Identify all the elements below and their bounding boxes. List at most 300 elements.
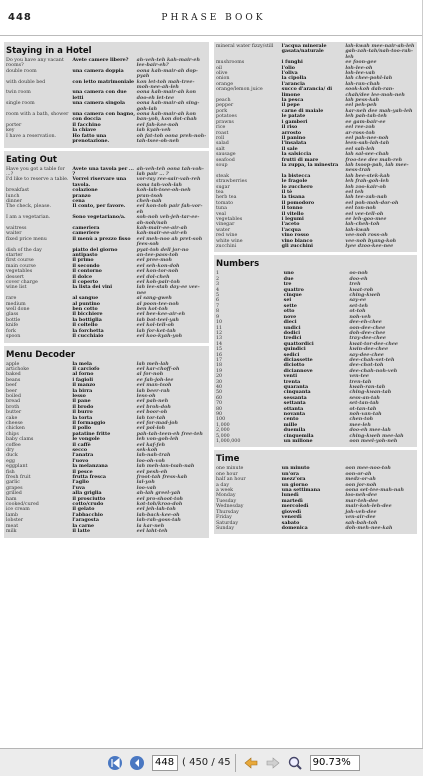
- pronunciation: ching-kweh: [349, 292, 381, 299]
- italian-phrase: Ho fatto una prenotazione.: [72, 132, 110, 145]
- italian-phrase: la torta: [72, 414, 93, 421]
- italian-phrase: lo zucchero: [281, 183, 313, 190]
- italian-phrase: la lista dei vini: [72, 284, 113, 291]
- italian-phrase: cento: [283, 416, 299, 423]
- italian-phrase: vino bianco: [281, 237, 313, 244]
- zoom-input[interactable]: [310, 755, 360, 771]
- english-phrase: lobster: [6, 518, 24, 524]
- english-phrase: double room: [6, 68, 37, 74]
- pronunciation: ar-ross-toh: [345, 129, 375, 136]
- pronunciation: eel broh-doh: [136, 403, 171, 410]
- italian-phrase: cena: [72, 197, 85, 204]
- english-phrase: grapes: [6, 485, 23, 491]
- english-phrase: 10: [216, 320, 223, 326]
- pronunciation: eel kaf-feh: [136, 441, 166, 448]
- italian-phrase: l'olio: [281, 64, 295, 71]
- italian-phrase: i legumi: [281, 216, 304, 222]
- pronunciation: eel pol-loh: [136, 425, 166, 432]
- english-phrase: white wine: [216, 238, 243, 244]
- english-phrase: starter: [6, 253, 23, 258]
- english-phrase: 80: [216, 406, 223, 412]
- pronunciation: froot-tah fress-kah: [136, 474, 188, 481]
- italian-phrase: sei: [283, 297, 292, 304]
- english-phrase: vinegar: [216, 222, 235, 228]
- italian-phrase: il manzo: [72, 382, 96, 389]
- pronunciation: eel dol-cheh: [136, 273, 170, 280]
- pronunciation: la kar-neh: [136, 522, 165, 529]
- english-phrase: bread: [6, 399, 21, 405]
- pronunciation: lah meh-lan-tsah-nah: [136, 463, 195, 470]
- page-number: 448: [8, 12, 32, 23]
- italian-phrase: Avete camere libere?: [72, 57, 129, 63]
- pronunciation: lah pess-kah: [345, 97, 380, 104]
- italian-phrase: succo d'arancia/ di limone: [281, 86, 333, 98]
- english-phrase: baked: [6, 372, 21, 378]
- english-phrase: 30: [216, 379, 223, 385]
- english-phrase: 14: [216, 341, 223, 347]
- pronunciation: lah lee-stah day-ee vee-nee: [136, 284, 200, 296]
- english-phrase: orange: [216, 81, 234, 87]
- pronunciation: eel vee-tell-oh: [345, 210, 384, 217]
- italian-phrase: cameriere: [72, 230, 100, 237]
- italian-phrase: il vitello: [281, 210, 304, 217]
- english-phrase: eggplant: [6, 464, 28, 470]
- phrase-grid: [216, 271, 415, 444]
- english-phrase: cheese: [6, 420, 23, 426]
- english-phrase: ham: [6, 496, 17, 502]
- section-title: Staying in a Hotel: [6, 46, 92, 56]
- pronunciation: lah sal-see-chah: [345, 151, 389, 158]
- english-phrase: cooked/cured: [6, 502, 39, 508]
- english-phrase: Thursday: [216, 509, 239, 515]
- italian-phrase: secco: [72, 447, 88, 453]
- english-phrase: 1: [216, 271, 220, 277]
- pronunciation: say-dee-chee: [349, 351, 384, 358]
- pronunciation: ching-kweh mee-lah: [349, 432, 404, 439]
- pronunciation: oona kah-mair-ah kon ban-yoh, kon dot-chah: [136, 111, 197, 123]
- italian-phrase: il prosciutto: [72, 495, 106, 502]
- viewer-toolbar: [0, 748, 423, 776]
- english-phrase: I'd like to reserve a table.: [6, 177, 69, 183]
- pronunciation: doh-meh-nee-kah: [345, 524, 393, 531]
- pronunciation: doo-eh: [349, 275, 368, 282]
- italian-phrase: il contorno: [72, 268, 102, 275]
- italian-phrase: il menù a prezzo fisso: [72, 235, 131, 242]
- english-phrase: breakfast: [6, 188, 29, 194]
- english-phrase: half an hour: [216, 477, 246, 483]
- english-phrase: onion: [216, 76, 230, 82]
- italian-phrase: colazione: [72, 187, 98, 194]
- english-phrase: 20: [216, 374, 223, 380]
- italian-phrase: mezz'ora: [281, 476, 306, 483]
- english-phrase: 16: [216, 352, 223, 358]
- pronunciation: lah tor-tah: [136, 414, 166, 421]
- pronunciation: eel kon-tor-noh: [136, 268, 179, 275]
- italian-phrase: il pane: [72, 398, 91, 405]
- italian-phrase: tredici: [283, 335, 302, 342]
- english-phrase: I am a vegetarian.: [6, 215, 51, 221]
- italian-phrase: tre: [283, 281, 292, 288]
- italian-phrase: la bottiglia: [72, 316, 102, 323]
- italian-phrase: il panino: [281, 134, 306, 141]
- pronunciation: doh-dee-chee: [349, 329, 386, 336]
- pronunciation: lah-cheh-toh: [345, 221, 380, 228]
- english-phrase: 13: [216, 336, 223, 342]
- english-phrase: peach: [216, 98, 231, 104]
- english-phrase: veal: [216, 211, 226, 217]
- pronunciation: eel teh: [345, 188, 364, 195]
- italian-phrase: lunedì: [281, 492, 299, 499]
- italian-phrase: l'aceto: [281, 221, 300, 228]
- pronunciation: eel pro-shoot-toh: [136, 495, 184, 502]
- pronunciation: sah-bah-toh: [345, 519, 378, 526]
- english-phrase: 12: [216, 330, 223, 336]
- english-phrase: 5,000: [216, 433, 230, 439]
- pronunciation: eel boor-oh: [136, 409, 168, 416]
- pronunciation: lah-kwah: [345, 226, 370, 233]
- pronunciation: oon mee-noo-toh: [345, 465, 391, 472]
- pronunciation: sek-koh: [136, 447, 158, 453]
- italian-phrase: mercoledì: [281, 503, 309, 510]
- section-eating-out: [4, 151, 209, 343]
- pronunciation: tren-tah: [349, 378, 372, 385]
- italian-phrase: cinque: [283, 292, 302, 299]
- section-time: [214, 450, 417, 534]
- italian-phrase: gli zucchini: [281, 243, 313, 250]
- italian-phrase: cinquanta: [283, 389, 311, 396]
- english-phrase: 17: [216, 357, 223, 363]
- pronunciation: lah meh-lah: [136, 360, 169, 367]
- pronunciation: eel koh-pair-toh: [136, 279, 180, 286]
- italian-phrase: quindici: [283, 346, 306, 353]
- english-phrase: egg: [6, 458, 15, 464]
- italian-phrase: frutta fresca: [72, 474, 106, 481]
- english-phrase: fresh fruit: [6, 475, 31, 481]
- italian-phrase: diciotto: [283, 362, 305, 369]
- italian-phrase: la carne: [72, 522, 95, 529]
- english-phrase: oil: [216, 65, 222, 71]
- italian-phrase: il gelato: [72, 506, 95, 513]
- english-phrase: 8: [216, 309, 220, 315]
- english-phrase: tomato: [216, 200, 234, 206]
- english-phrase: bottle: [6, 317, 21, 323]
- english-phrase: porter: [6, 122, 22, 128]
- italian-phrase: la salsiccia: [281, 151, 312, 158]
- phrase-row: [216, 526, 415, 531]
- italian-phrase: la zuppa, la minestra: [281, 161, 339, 168]
- pronunciation: loo-oh-voh: [136, 457, 166, 464]
- english-phrase: 9: [216, 314, 220, 320]
- italian-phrase: i gamberi: [281, 118, 308, 125]
- english-phrase: cover charge: [6, 280, 38, 286]
- pronunciation: doo-eh mee-lah: [349, 427, 391, 434]
- pronunciation: pran-tsoh: [136, 192, 163, 199]
- previous-page-button[interactable]: [128, 754, 146, 772]
- italian-phrase: i funghi: [281, 59, 303, 66]
- english-phrase: beef: [6, 383, 17, 389]
- italian-phrase: domenica: [281, 524, 308, 531]
- pronunciation: treh: [349, 281, 361, 288]
- pronunciation: loo-neh-dee: [345, 492, 378, 499]
- italian-phrase: la tisana: [281, 194, 305, 201]
- italian-phrase: la pesca: [281, 97, 304, 104]
- italian-phrase: venerdì: [281, 514, 302, 521]
- drinks-food-section: [214, 42, 417, 252]
- italian-phrase: Sono vegetariano/a.: [72, 214, 126, 221]
- english-phrase: ice cream: [6, 507, 30, 513]
- italian-phrase: l'aragosta: [72, 517, 99, 524]
- pronunciation: eel pree-moh: [136, 257, 172, 264]
- english-phrase: beans: [6, 377, 21, 383]
- italian-phrase: la melanzana: [72, 463, 108, 470]
- english-phrase: one minute: [216, 466, 244, 472]
- italian-phrase: una settimana: [281, 487, 321, 494]
- english-phrase: Wednesday: [216, 504, 244, 510]
- english-phrase: knife: [6, 323, 19, 329]
- english-phrase: Tuesday: [216, 498, 237, 504]
- italian-phrase: il pepe: [281, 102, 300, 109]
- page-number-input[interactable]: [152, 755, 178, 771]
- pronunciation: oona set-tee-mah-nah: [345, 487, 405, 494]
- italian-phrase: il pesce: [72, 468, 93, 475]
- pronunciation: lah tee-zah-nah: [345, 194, 388, 201]
- italian-phrase: le vongole: [72, 436, 100, 443]
- italian-phrase: il latte: [72, 528, 91, 535]
- english-phrase: The check, please.: [6, 204, 52, 210]
- pronunciation: eel fah-kee-noh: [136, 121, 179, 128]
- pronunciation: eel pah-neh: [136, 398, 169, 405]
- page-header: [0, 0, 423, 36]
- italian-phrase: il caffè: [72, 441, 91, 448]
- pronunciation: koh-lah-tsee-oh-neh: [136, 187, 191, 194]
- italian-phrase: con letto matrimoniale: [72, 78, 135, 85]
- italian-phrase: Avete una tavola per ... ?: [72, 165, 134, 177]
- italian-phrase: le fragole: [281, 178, 308, 185]
- italian-phrase: l'uovo: [72, 457, 89, 464]
- english-phrase: rice: [216, 125, 226, 131]
- pronunciation: pyat-toh dell jor-no: [136, 246, 189, 253]
- italian-phrase: Vorrei riservare una tavola.: [72, 176, 127, 188]
- pronunciation: eel ton-noh: [345, 205, 376, 212]
- pronunciation: lah-ran-chah: [345, 80, 380, 87]
- pronunciation: eel seh-kon-doh: [136, 262, 180, 269]
- english-phrase: dinner: [6, 198, 22, 204]
- italian-phrase: il pollo: [72, 425, 92, 432]
- pronunciation: eel meh-noo ah pret-soh fees-soh: [136, 235, 203, 248]
- english-phrase: duck: [6, 453, 18, 459]
- english-phrase: prawns: [216, 119, 234, 125]
- pronunciation: lah tsoop-pah, lah mee-ness-trah: [345, 161, 409, 174]
- italian-phrase: il riso: [281, 124, 298, 131]
- pronunciation: eel pah-nee-noh: [345, 134, 389, 141]
- pronunciation: oon-dee-chee: [349, 324, 386, 331]
- english-phrase: coffee: [6, 442, 21, 448]
- english-phrase: dry: [6, 448, 15, 453]
- pronunciation: kot-toh/kroo-doh: [136, 501, 183, 508]
- english-phrase: 5: [216, 293, 220, 299]
- pronunciation: mar-teh-dee: [345, 497, 379, 504]
- italian-phrase: pranzo: [72, 192, 91, 199]
- italian-phrase: frutti di mare: [281, 156, 319, 163]
- english-phrase: 90: [216, 412, 223, 417]
- pronunciation: al poon-tee-noh: [136, 300, 179, 307]
- italian-phrase: l'arancia: [281, 80, 306, 87]
- back-button[interactable]: [242, 754, 260, 772]
- pronunciation: vor-ray ree-sair-vah-reh oona tah-voh-lah: [136, 176, 201, 188]
- phrase-grid: [6, 362, 207, 535]
- first-page-icon: [107, 755, 123, 771]
- left-column: [4, 42, 209, 541]
- english-phrase: orange/lemon juice: [216, 87, 263, 93]
- english-phrase: spoon: [6, 334, 21, 340]
- pronunciation: mee-leh: [349, 421, 371, 428]
- pronunciation: eel pesh-eh: [136, 468, 168, 475]
- pronunciation: lah-back-kee-oh: [136, 511, 180, 518]
- english-phrase: fork: [6, 328, 16, 334]
- italian-phrase: carne di maiale: [281, 107, 324, 114]
- english-phrase: 50: [216, 390, 223, 396]
- pronunciation: oh fat-toh oona preh-noh-tah-tsee-oh-neh: [136, 132, 207, 145]
- english-phrase: meat: [6, 523, 19, 529]
- phrase-row: [216, 439, 415, 444]
- english-phrase: zucchini: [216, 244, 237, 250]
- italian-phrase: la forchetta: [72, 327, 104, 334]
- english-phrase: sausage: [216, 152, 236, 158]
- italian-phrase: venti: [283, 373, 298, 380]
- phrase-grid: [216, 466, 415, 531]
- pronunciation: joh-veh-dee: [345, 508, 377, 515]
- italian-phrase: vino rosso: [281, 232, 309, 239]
- english-phrase: roast: [216, 130, 229, 136]
- italian-phrase: il tè: [281, 188, 293, 195]
- italian-phrase: cinquemila: [283, 432, 314, 439]
- english-phrase: 70: [216, 401, 223, 407]
- english-phrase: waitress: [6, 225, 27, 231]
- italian-phrase: duemila: [283, 427, 306, 434]
- pronunciation: eel kon-toh pair fah-vor-eh: [136, 203, 203, 215]
- pronunciation: dee-eh-chee: [349, 319, 382, 326]
- italian-phrase: il primo: [72, 257, 94, 264]
- pronunciation: oona kah-mair-ah kon doo-eh let-tee: [136, 89, 197, 101]
- english-phrase: 4: [216, 287, 220, 293]
- phrase-row: [6, 334, 207, 339]
- pronunciation: eel jeh-lah-toh: [136, 506, 176, 513]
- italian-phrase: il sale: [281, 145, 298, 152]
- italian-phrase: il burro: [72, 409, 93, 416]
- pronunciation: vee-noh byang-koh: [345, 237, 397, 244]
- english-phrase: grilled: [6, 491, 22, 497]
- english-phrase: 3: [216, 282, 220, 288]
- pronunciation: lah-kwah mee-nair-ah-leh gah-zah-tah/nah-too-rah-leh: [345, 43, 415, 60]
- english-phrase: I have a reservation.: [6, 133, 57, 139]
- italian-phrase: l'anatra: [72, 452, 94, 459]
- english-phrase: 7: [216, 303, 220, 309]
- italian-phrase: cameriera: [72, 224, 100, 231]
- pronunciation: lah-nah-trah: [136, 452, 171, 459]
- english-phrase: with double bed: [6, 79, 46, 85]
- forward-button[interactable]: [264, 754, 282, 772]
- italian-phrase: l'aglio: [72, 479, 89, 486]
- pronunciation: kon let-toh mah-tree-moh-nee-ah-leh: [136, 78, 195, 91]
- pronunciation: eel laht-teh: [136, 528, 168, 535]
- pronunciation: dee-chot-toh: [349, 362, 384, 369]
- english-phrase: baby clams: [6, 437, 34, 443]
- italian-phrase: diciannove: [283, 367, 313, 374]
- phrase-row: [216, 244, 415, 249]
- section-numbers: [214, 255, 417, 447]
- english-phrase: 11: [216, 325, 223, 331]
- pronunciation: loh-lee-vah: [345, 70, 376, 77]
- pronunciation: leh frah-goh-leh: [345, 178, 389, 185]
- english-phrase: herb tea: [216, 195, 237, 201]
- pronunciation: medz-or-ah: [345, 476, 376, 483]
- pronunciation: eel for-mad-joh: [136, 419, 178, 426]
- italian-phrase: la cipolla: [281, 75, 307, 82]
- english-phrase: 2,000: [216, 428, 230, 434]
- english-phrase: single room: [6, 101, 35, 107]
- italian-phrase: ottanta: [283, 405, 304, 412]
- english-phrase: vegetables: [6, 269, 33, 275]
- menu-decoder-continued: [216, 44, 415, 249]
- toolbar-separator: [235, 754, 236, 772]
- pronunciation: lah for-ket-tah: [136, 327, 176, 334]
- pronunciation: sook-koh dah-ran-chah/dee lee-moh-neh: [345, 86, 405, 98]
- italian-phrase: la mela: [72, 360, 92, 367]
- english-phrase: fish: [6, 469, 15, 475]
- pronunciation: eel kol-tell-oh: [136, 322, 175, 329]
- italian-phrase: l'acqua minerale gasata/naturale: [281, 43, 327, 55]
- pronunciation: loo-vah: [136, 484, 157, 491]
- italian-phrase: ben cotto: [72, 306, 98, 313]
- italian-phrase: novanta: [283, 411, 306, 417]
- phrase-row: [6, 285, 207, 296]
- pronunciation: soh-noh veh-jeh-tar-ee-ah-noh/nah: [136, 214, 200, 226]
- english-phrase: beer: [6, 388, 18, 394]
- english-phrase: apple: [6, 361, 20, 367]
- english-phrase: a day: [216, 482, 230, 488]
- italian-phrase: cotto/crudo: [72, 501, 104, 508]
- section-staying-in-a-hotel: [4, 42, 209, 148]
- first-page-button[interactable]: [106, 754, 124, 772]
- pronunciation: eel ree-zoh: [345, 124, 375, 131]
- italian-phrase: il facchino: [72, 121, 101, 128]
- italian-phrase: sedici: [283, 351, 300, 358]
- pronunciation: noh-van-tah: [349, 411, 382, 417]
- english-phrase: 2: [216, 276, 220, 282]
- pronunciation: eel kar-choff-oh: [136, 365, 180, 372]
- zoom-button[interactable]: [286, 754, 304, 772]
- pronunciation: ot-toh: [349, 308, 366, 315]
- pronunciation: kah-mair-ee-air-ah: [136, 224, 188, 231]
- english-phrase: salt: [216, 146, 225, 152]
- forward-arrow-icon: [265, 755, 281, 771]
- italian-phrase: sessanta: [283, 394, 307, 401]
- pronunciation: lah bot-teel-yah: [136, 316, 180, 323]
- italian-phrase: il brodo: [72, 403, 94, 410]
- italian-phrase: trenta: [283, 378, 301, 385]
- english-phrase: Monday: [216, 493, 236, 499]
- pronunciation: lah-rah-goss-tah: [136, 517, 181, 524]
- pronunciation: ven-air-dee: [345, 514, 376, 521]
- english-phrase: artichoke: [6, 366, 30, 372]
- english-phrase: butter: [6, 410, 22, 416]
- italian-phrase: il coltello: [72, 322, 98, 329]
- pronunciation: dee-chah-noh-veh: [349, 367, 398, 374]
- pronunciation: lah bee-stek-kah: [345, 172, 390, 179]
- pronunciation: leh pah-tah-teh: [345, 113, 387, 120]
- pronunciation: loh zoo-kair-oh: [345, 183, 387, 190]
- pronunciation: eel man-tsoh: [136, 382, 172, 389]
